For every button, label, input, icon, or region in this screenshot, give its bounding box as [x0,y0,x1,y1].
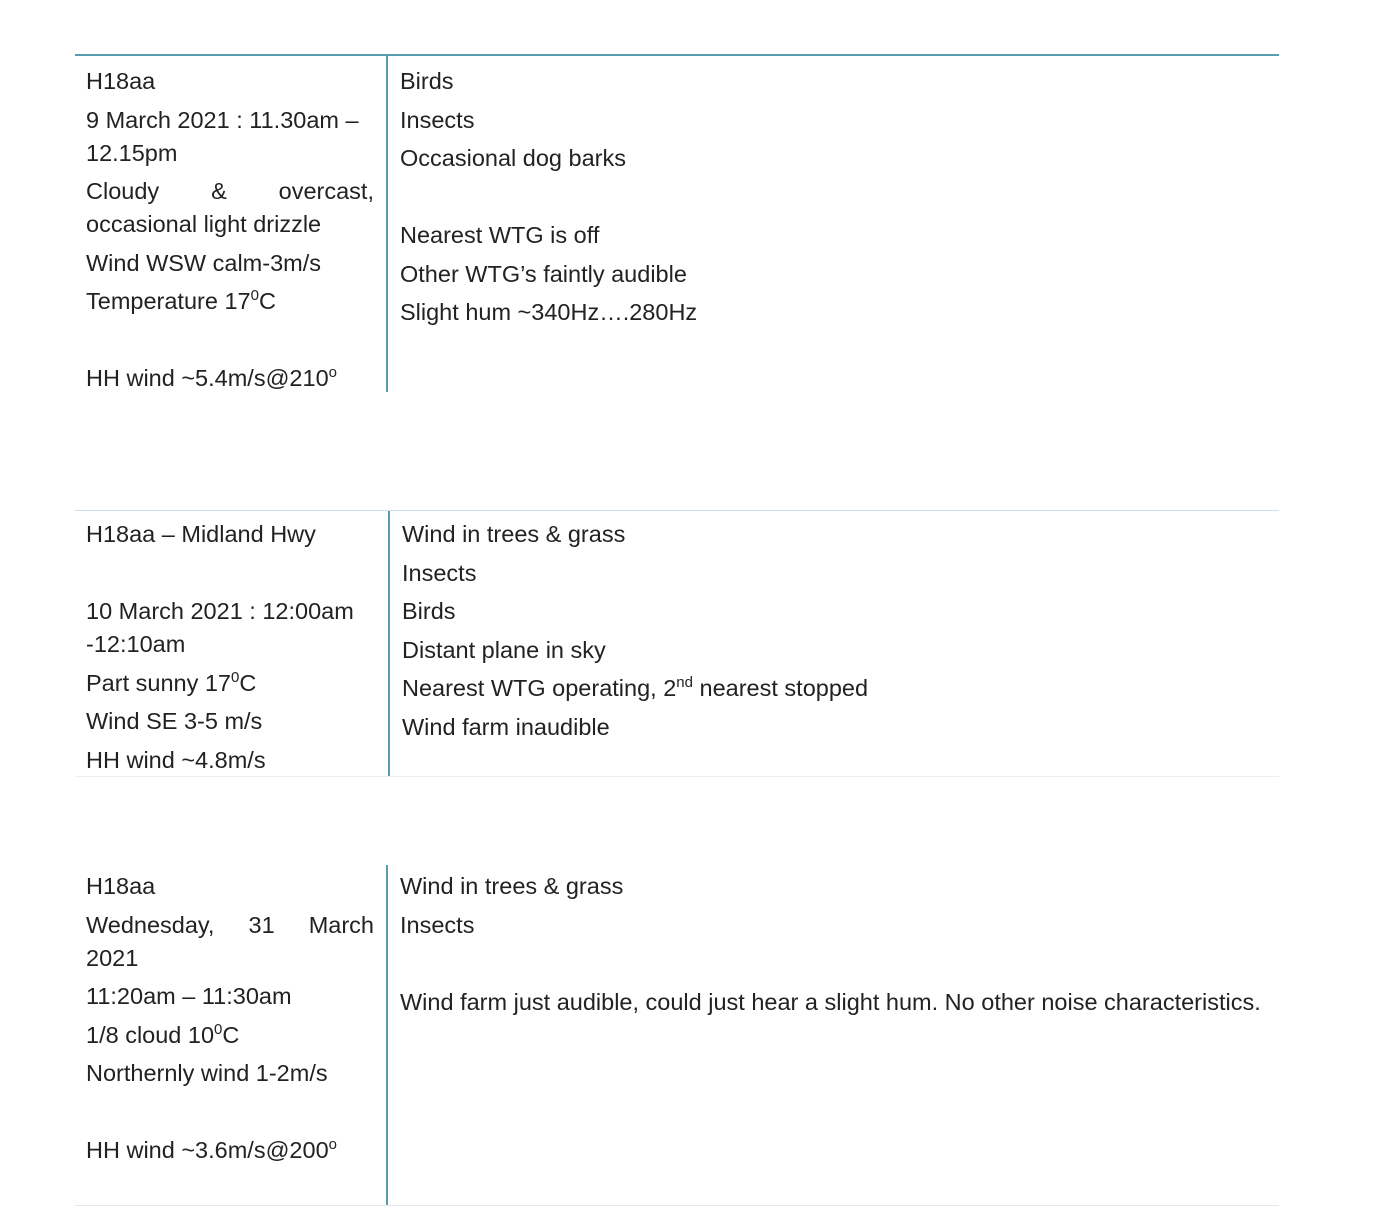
date-time: 9 March 2021 : 11.30am – 12.15pm [86,106,359,166]
observation-item: Wind in trees & grass [400,873,624,899]
conditions-column [75,511,388,776]
wtg-status-b: nearest stopped [692,675,869,701]
location-label: H18aa [86,68,156,94]
note-item: Nearest WTG is off [400,222,600,248]
observation-entry-2 [75,510,1279,777]
sky-temp-label: Part sunny 17 [86,669,232,696]
observations-column [386,56,1279,392]
wind-conditions: Wind WSW calm-3m/s [86,249,321,276]
wind-farm-audibility: Wind farm inaudible [402,713,610,740]
conditions-column [75,865,386,1205]
observation-item: Occasional dog barks [400,145,626,171]
observations-column [386,865,1279,1205]
observation-entry-1 [75,54,1279,392]
conditions-column [75,56,386,392]
hub-height-wind: HH wind ~4.8m/s [86,746,266,773]
hh-wind-label: HH wind ~5.4m/s@210 [86,365,329,391]
hh-wind-label: HH wind ~3.6m/s@200 [86,1137,329,1163]
degree-mark: 0 [214,1020,223,1038]
cloud-label: 1/8 cloud 10 [86,1021,215,1048]
wtg-status-a: Nearest WTG operating, 2 [402,675,677,701]
degree-mark: 0 [250,287,259,305]
wind-conditions: Northernly wind 1-2m/s [86,1060,328,1086]
temperature [86,285,374,318]
temperature-unit: C [239,669,257,696]
sky-conditions: Cloudy & overcast, occasional light drizzle [86,178,374,237]
location-label: H18aa [86,873,156,899]
observation-item: Distant plane in sky [402,636,606,663]
ordinal-suffix: nd [676,674,693,692]
wind-conditions: Wind SE 3-5 m/s [86,708,263,734]
observations-column [388,511,1279,776]
date: Wednesday, 31 March 2021 [86,911,374,971]
observation-item: Wind in trees & grass [402,521,626,547]
note-item: Wind farm just audible, could just hear a slight hum. No other noise characteristics. [400,988,1261,1015]
date-time: 10 March 2021 : 12:00am -12:10am [86,598,354,657]
wtg-status [402,672,1271,705]
observation-item: Insects [400,106,475,133]
cloud-temperature [86,1019,374,1052]
sky-temperature [86,667,376,700]
temperature-unit: C [222,1021,240,1048]
observation-entry-3 [75,865,1279,1206]
observation-item: Insects [402,559,477,586]
note-item: Slight hum ~340Hz….280Hz [400,299,698,325]
hh-degree-mark: o [328,364,337,382]
temperature-label: Temperature 17 [86,288,251,314]
hub-height-wind [86,362,374,395]
hub-height-wind [86,1134,374,1167]
degree-mark: 0 [231,668,240,686]
temperature-unit: C [258,288,276,314]
observation-item: Birds [400,68,454,94]
observation-item: Birds [402,598,456,624]
observation-item: Insects [400,911,475,938]
note-item: Other WTG’s faintly audible [400,260,687,287]
location-label: H18aa – Midland Hwy [86,521,316,547]
time: 11:20am – 11:30am [86,983,292,1009]
hh-degree-mark: o [328,1136,337,1154]
